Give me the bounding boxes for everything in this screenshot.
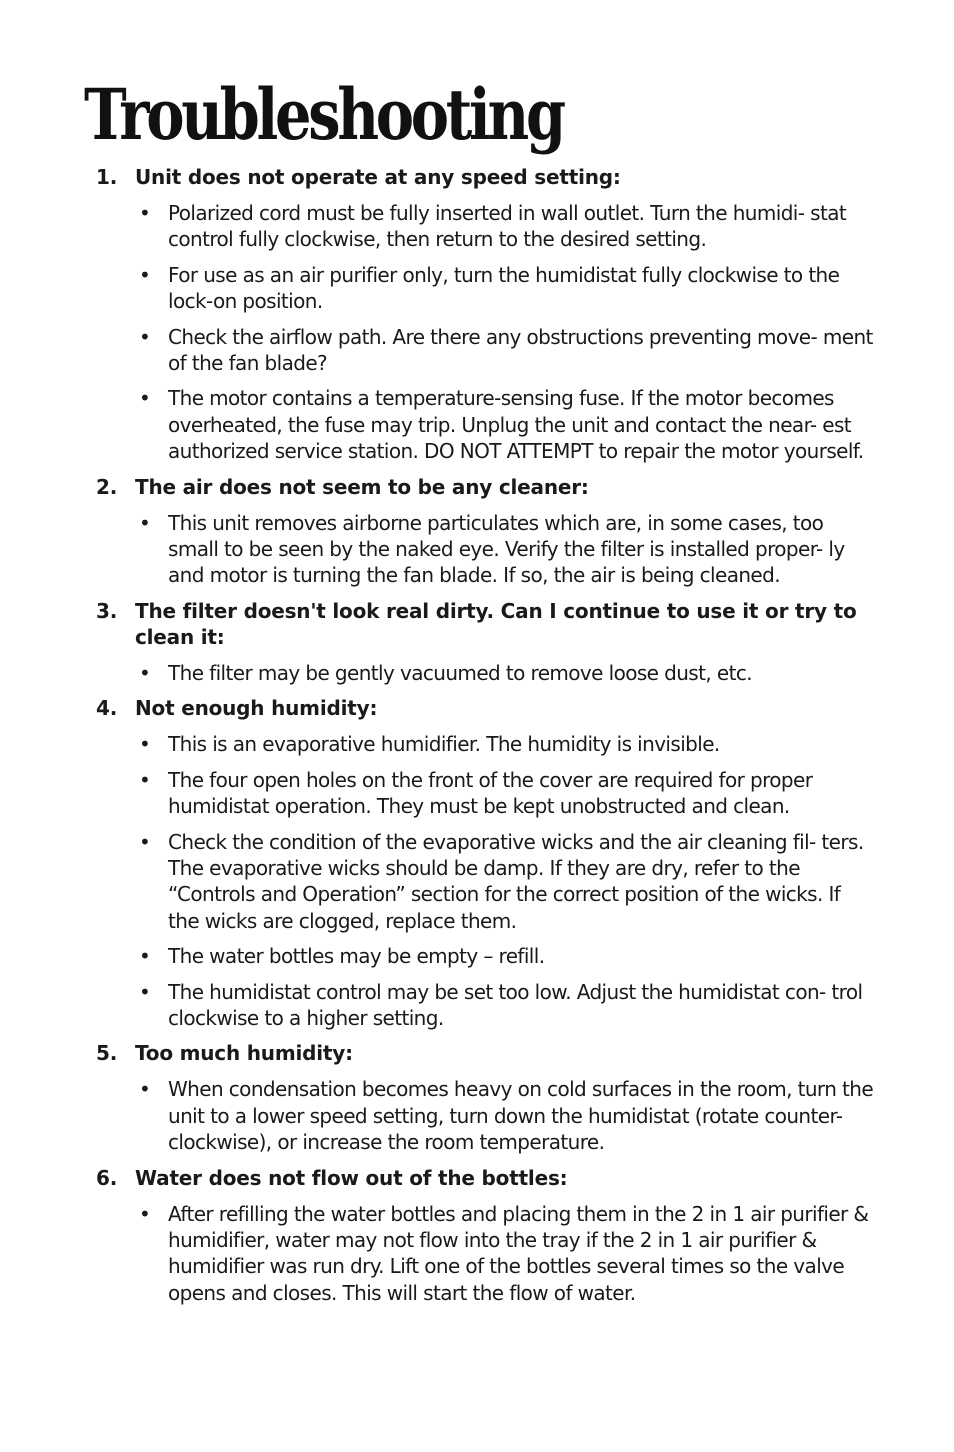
- troubleshooting-section: [96, 598, 876, 686]
- bullet-icon: •: [139, 324, 151, 349]
- bullet-icon: •: [139, 201, 151, 225]
- solution-text: This is an evaporative humidifier. The humidity is invisible.: [168, 732, 720, 757]
- solution-list: [96, 200, 876, 465]
- solution-item: [135, 200, 876, 253]
- solution-text: Check the airflow path. Are there any obstructions preventing move- ment of the fan blade?: [168, 324, 873, 376]
- troubleshooting-section: [96, 1040, 876, 1155]
- section-title: The filter doesn't look real dirty. Can I continue to use it or try to clean it:: [135, 598, 857, 649]
- solution-text: The filter may be gently vacuumed to remove loose dust, etc.: [168, 660, 752, 685]
- troubleshooting-section: [96, 1165, 876, 1307]
- troubleshooting-section: [96, 695, 876, 1031]
- solution-item: [135, 943, 876, 969]
- bullet-icon: •: [139, 386, 151, 411]
- solution-text: The motor contains a temperature-sensing fuse. If the motor becomes overheated, the fuse may trip. Unplug the unit and contact the near- est authorized service station. DO NOT ATTEMPT to repair the motor yourself.: [168, 386, 864, 464]
- section-title: Unit does not operate at any speed setting:: [135, 165, 621, 189]
- solution-item: [135, 1201, 876, 1307]
- solution-text: Check the condition of the evaporative wicks and the air cleaning fil- ters. The evaporative wicks should be damp. If they are dry, refer to the “Controls and Operation” section for the correct position of the wicks. If the wicks are clogged, replace them.: [168, 829, 864, 933]
- bullet-icon: •: [139, 510, 151, 535]
- bullet-icon: •: [139, 1201, 151, 1226]
- section-number: 3.: [96, 598, 118, 623]
- solution-item: [135, 510, 876, 589]
- solution-text: The humidistat control may be set too low. Adjust the humidistat con- trol clockwise to a higher setting.: [168, 979, 863, 1030]
- section-title: The air does not seem to be any cleaner:: [135, 474, 589, 499]
- solution-item: [135, 731, 876, 757]
- solution-text: The water bottles may be empty – refill.: [168, 944, 545, 969]
- section-number: 4.: [96, 696, 118, 721]
- section-number: 6.: [96, 1165, 118, 1190]
- section-heading: [96, 474, 876, 500]
- bullet-icon: •: [139, 944, 151, 969]
- bullet-icon: •: [139, 979, 151, 1004]
- solution-item: [135, 767, 876, 820]
- solution-list: [96, 731, 876, 1031]
- bullet-icon: •: [139, 767, 151, 792]
- section-title: Not enough humidity:: [135, 696, 378, 721]
- bullet-icon: •: [139, 660, 151, 685]
- solution-item: [135, 829, 876, 935]
- page-title: Troubleshooting: [84, 73, 563, 156]
- solution-item: [135, 660, 876, 686]
- solution-item: [135, 385, 876, 464]
- bullet-icon: •: [139, 262, 151, 287]
- solution-list: [96, 1201, 876, 1307]
- solution-text: After refilling the water bottles and placing them in the 2 in 1 air purifier & humidifier, water may not flow into the tray if the 2 in 1 air purifier & humidifier was run dry. Lift one of the bottles several times so the valve opens and closes. This will start the flow of water.: [168, 1201, 869, 1305]
- section-heading: [96, 598, 876, 650]
- section-heading: [96, 1165, 876, 1191]
- solution-list: [96, 660, 876, 686]
- solution-item: [135, 979, 876, 1032]
- section-number: 2.: [96, 474, 118, 499]
- section-title: Too much humidity:: [135, 1041, 353, 1066]
- solution-text: This unit removes airborne particulates which are, in some cases, too small to be seen by the naked eye. Verify the filter is installed proper- ly and motor is turning the fan blade. If so, the air is being cleaned.: [168, 510, 845, 588]
- solution-text: For use as an air purifier only, turn the humidistat fully clockwise to the lock-on position.: [168, 262, 840, 314]
- section-title: Water does not flow out of the bottles:: [135, 1165, 568, 1190]
- section-number: 5.: [96, 1041, 118, 1066]
- bullet-icon: •: [139, 829, 151, 854]
- solution-item: [135, 262, 876, 315]
- section-heading: [96, 1040, 876, 1066]
- solution-item: [135, 1076, 876, 1155]
- troubleshooting-section: [96, 164, 876, 465]
- troubleshooting-section: [96, 474, 876, 589]
- solution-text: The four open holes on the front of the cover are required for proper humidistat operation. They must be kept unobstructed and clean.: [168, 767, 813, 819]
- section-heading: [96, 695, 876, 721]
- section-heading: [96, 164, 876, 190]
- solution-list: [96, 1076, 876, 1155]
- section-number: 1.: [96, 165, 118, 189]
- troubleshooting-list: [96, 164, 876, 1315]
- bullet-icon: •: [139, 732, 151, 757]
- solution-list: [96, 510, 876, 589]
- solution-text: Polarized cord must be fully inserted in wall outlet. Turn the humidi- stat control fully clockwise, then return to the desired setting.: [168, 201, 847, 252]
- bullet-icon: •: [139, 1077, 151, 1102]
- solution-text: When condensation becomes heavy on cold surfaces in the room, turn the unit to a lower speed setting, turn down the humidistat (rotate counter-clockwise), or increase the room temperature.: [168, 1077, 874, 1155]
- solution-item: [135, 324, 876, 377]
